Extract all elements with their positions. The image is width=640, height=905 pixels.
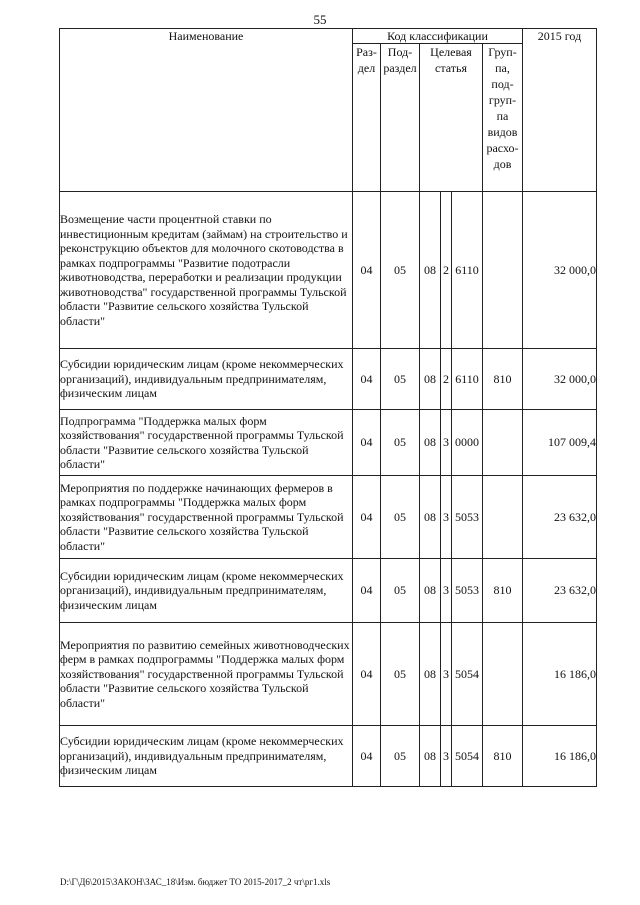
header-target-article: Целевая статья: [420, 44, 483, 192]
row-target-program: 08: [420, 623, 441, 726]
row-target-program: 08: [420, 476, 441, 559]
row-expense-group: 810: [483, 726, 523, 787]
row-subsection: 05: [381, 349, 420, 410]
row-subsection: 05: [381, 410, 420, 476]
table-row: [60, 623, 597, 726]
row-target-subprogram: 3: [441, 476, 452, 559]
row-target-direction: 5054: [452, 726, 483, 787]
budget-table: [59, 28, 597, 787]
row-target-subprogram: 3: [441, 726, 452, 787]
header-expense-group: Груп- па, под- груп- па видов расхо- дов: [483, 44, 523, 192]
row-name: Подпрограмма "Поддержка малых форм хозяйствования" государственной программы Тульской области "Развитие сельского хозяйства Тульской области": [60, 410, 353, 476]
row-target-direction: 5053: [452, 559, 483, 623]
row-expense-group: 810: [483, 349, 523, 410]
row-subsection: 05: [381, 476, 420, 559]
row-target-subprogram: 3: [441, 559, 452, 623]
row-target-direction: 6110: [452, 349, 483, 410]
row-name: Субсидии юридическим лицам (кроме некоммерческих организаций), индивидуальным предпринимателям, физическим лицам: [60, 726, 353, 787]
row-amount: 23 632,0: [523, 559, 597, 623]
table-row: [60, 726, 597, 787]
table-row: [60, 559, 597, 623]
header-classification-code: Код классификации: [353, 29, 523, 44]
row-subsection: 05: [381, 726, 420, 787]
row-expense-group: 810: [483, 559, 523, 623]
row-name: Возмещение части процентной ставки по инвестиционным кредитам (займам) на строительство и реконструкцию объектов для молочного скотоводства в рамках подпрограммы "Развитие подотрасли животноводства, переработки и реализации продукции животноводства" государственной программы Тульской области "Развитие сельского хозяйства Тульской области": [60, 192, 353, 349]
row-expense-group: [483, 192, 523, 349]
row-target-direction: 0000: [452, 410, 483, 476]
row-target-program: 08: [420, 726, 441, 787]
row-expense-group: [483, 410, 523, 476]
row-amount: 23 632,0: [523, 476, 597, 559]
row-target-subprogram: 2: [441, 349, 452, 410]
table-row: [60, 192, 597, 349]
row-section: 04: [353, 476, 381, 559]
footer-file-path: D:\Г\Д6\2015\ЗАКОН\ЗАС_18\Изм. бюджет ТО 2015-2017_2 чт\рг1.xls: [60, 877, 331, 887]
table-row: [60, 410, 597, 476]
header-name: Наименование: [60, 29, 353, 192]
row-expense-group: [483, 623, 523, 726]
row-target-program: 08: [420, 410, 441, 476]
row-target-program: 08: [420, 192, 441, 349]
row-section: 04: [353, 349, 381, 410]
row-section: 04: [353, 726, 381, 787]
header-section: Раз- дел: [353, 44, 381, 192]
row-amount: 16 186,0: [523, 726, 597, 787]
row-expense-group: [483, 476, 523, 559]
row-section: 04: [353, 192, 381, 349]
row-amount: 107 009,4: [523, 410, 597, 476]
row-target-subprogram: 2: [441, 192, 452, 349]
row-target-program: 08: [420, 559, 441, 623]
table-row: [60, 476, 597, 559]
row-amount: 32 000,0: [523, 192, 597, 349]
row-subsection: 05: [381, 623, 420, 726]
row-name: Мероприятия по развитию семейных животноводческих ферм в рамках подпрограммы "Поддержка малых форм хозяйствования" государственной программы Тульской области "Развитие сельского хозяйства Тульской области": [60, 623, 353, 726]
row-section: 04: [353, 623, 381, 726]
table-row: [60, 349, 597, 410]
row-amount: 32 000,0: [523, 349, 597, 410]
row-subsection: 05: [381, 559, 420, 623]
header-year-2015: 2015 год: [523, 29, 597, 192]
row-name: Субсидии юридическим лицам (кроме некоммерческих организаций), индивидуальным предпринимателям, физическим лицам: [60, 349, 353, 410]
row-target-subprogram: 3: [441, 410, 452, 476]
row-subsection: 05: [381, 192, 420, 349]
row-target-direction: 5054: [452, 623, 483, 726]
row-target-subprogram: 3: [441, 623, 452, 726]
header-subsection: Под- раздел: [381, 44, 420, 192]
row-target-program: 08: [420, 349, 441, 410]
page-number: 55: [313, 12, 327, 27]
row-amount: 16 186,0: [523, 623, 597, 726]
row-name: Мероприятия по поддержке начинающих фермеров в рамках подпрограммы "Поддержка малых форм хозяйствования" государственной программы Тульской области "Развитие сельского хозяйства Тульской области": [60, 476, 353, 559]
row-section: 04: [353, 410, 381, 476]
row-name: Субсидии юридическим лицам (кроме некоммерческих организаций), индивидуальным предпринимателям, физическим лицам: [60, 559, 353, 623]
row-section: 04: [353, 559, 381, 623]
row-target-direction: 6110: [452, 192, 483, 349]
row-target-direction: 5053: [452, 476, 483, 559]
